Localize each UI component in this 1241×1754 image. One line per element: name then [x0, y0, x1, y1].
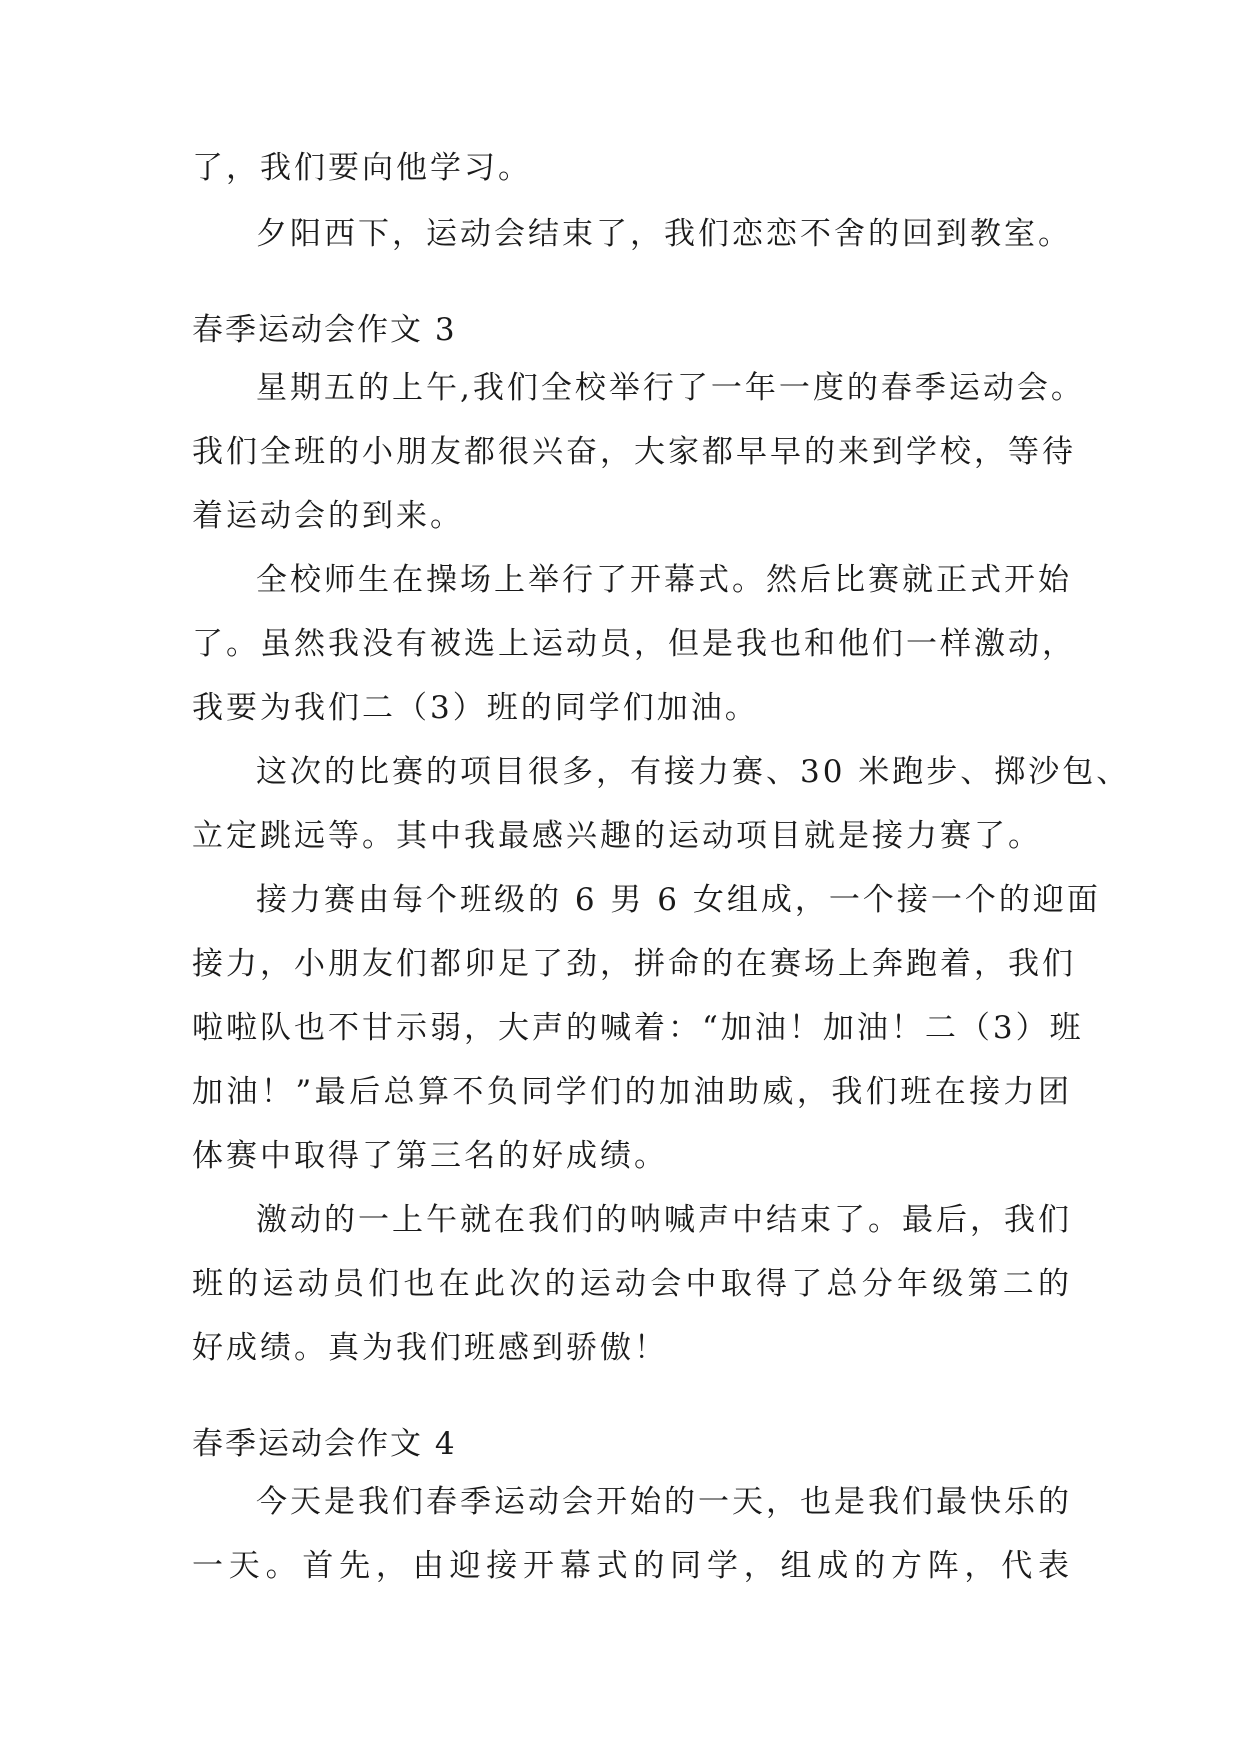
- paragraph-first-line: 激动的一上午就在我们的呐喊声中结束了。最后，我们: [256, 1202, 1072, 1238]
- paragraph-first-line: 接力赛由每个班级的 6 男 6 女组成，一个接一个的迎面: [256, 882, 1101, 918]
- essay-heading: 春季运动会作文 4: [192, 1426, 457, 1462]
- text-line: 立定跳远等。其中我最感兴趣的运动项目就是接力赛了。: [192, 818, 1042, 854]
- paragraph-first-line: 夕阳西下，运动会结束了，我们恋恋不舍的回到教室。: [256, 216, 1072, 252]
- paragraph-first-line: 这次的比赛的项目很多，有接力赛、30 米跑步、掷沙包、: [256, 754, 1131, 790]
- text-line: 啦啦队也不甘示弱，大声的喊着：“加油！加油！二（3）班: [192, 1010, 1084, 1046]
- text-line: 我要为我们二（3）班的同学们加油。: [192, 690, 759, 726]
- text-line: 班的运动员们也在此次的运动会中取得了总分年级第二的: [192, 1266, 1072, 1302]
- text-line: 我们全班的小朋友都很兴奋，大家都早早的来到学校，等待: [192, 434, 1076, 470]
- essay-heading: 春季运动会作文 3: [192, 312, 457, 348]
- text-line: 体赛中取得了第三名的好成绩。: [192, 1138, 668, 1174]
- text-line: 加油！”最后总算不负同学们的加油助威，我们班在接力团: [192, 1074, 1072, 1110]
- text-line: 了，我们要向他学习。: [192, 150, 532, 186]
- paragraph-first-line: 今天是我们春季运动会开始的一天，也是我们最快乐的: [256, 1484, 1072, 1520]
- paragraph-first-line: 全校师生在操场上举行了开幕式。然后比赛就正式开始: [256, 562, 1072, 598]
- paragraph-first-line: 星期五的上午,我们全校举行了一年一度的春季运动会。: [256, 370, 1085, 406]
- text-line: 好成绩。真为我们班感到骄傲！: [192, 1330, 668, 1366]
- text-line: 着运动会的到来。: [192, 498, 464, 534]
- text-line: 一天。首先，由迎接开幕式的同学，组成的方阵，代表: [192, 1548, 1072, 1584]
- text-line: 了。虽然我没有被选上运动员，但是我也和他们一样激动，: [192, 626, 1076, 662]
- text-line: 接力，小朋友们都卯足了劲，拼命的在赛场上奔跑着，我们: [192, 946, 1076, 982]
